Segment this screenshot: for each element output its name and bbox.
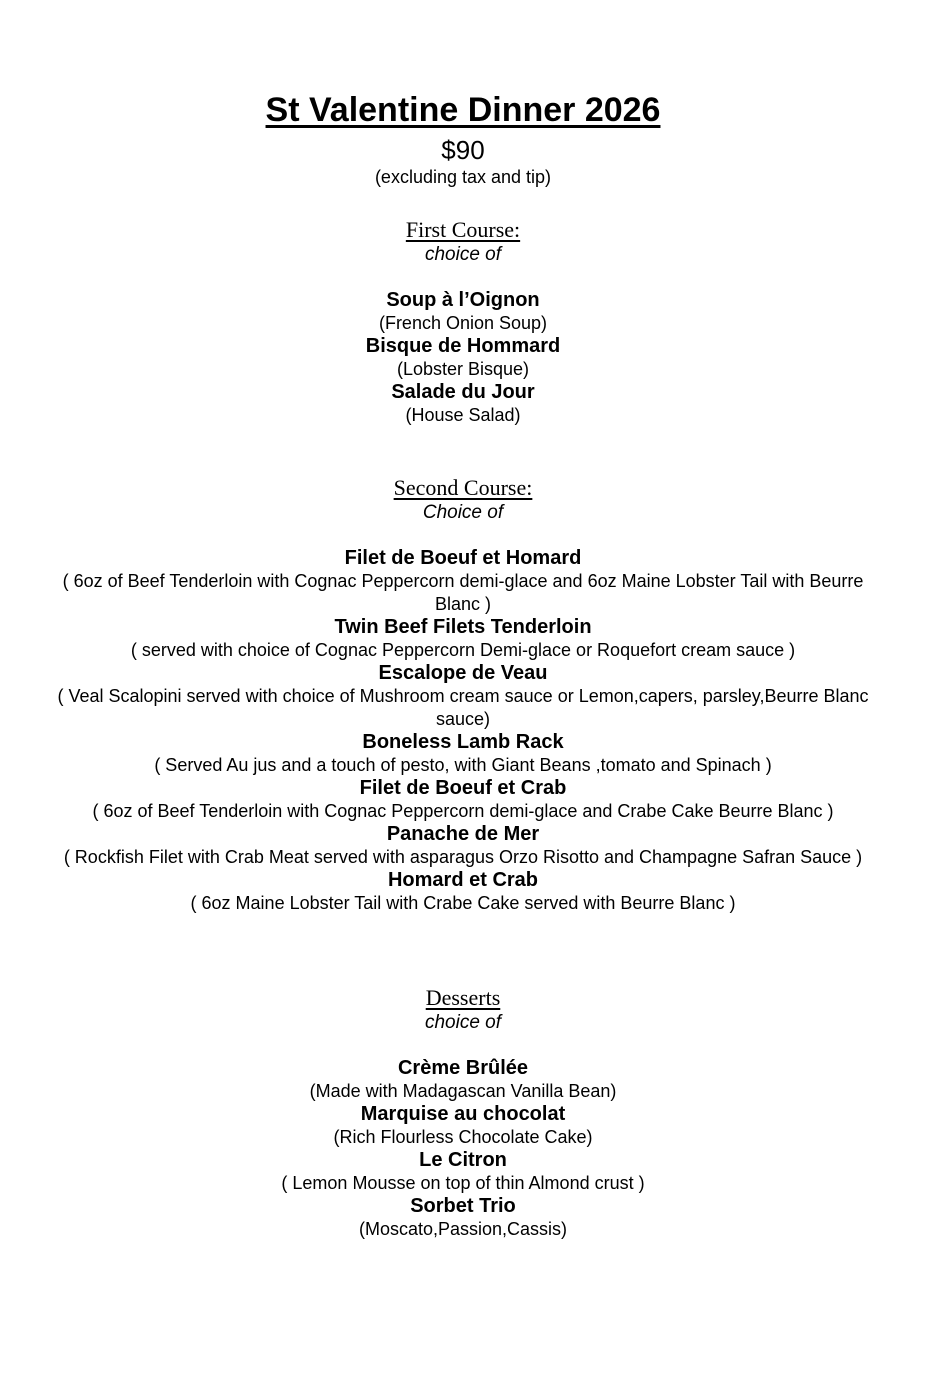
menu-item-name: Boneless Lamb Rack (362, 731, 564, 753)
menu-item (56, 335, 871, 381)
menu-item-name: Salade du Jour (391, 381, 535, 403)
course-heading: First Course: (405, 217, 521, 242)
price-note: (excluding tax and tip) (374, 167, 552, 187)
menu-item (56, 616, 871, 662)
menu-item (56, 547, 871, 616)
menu-item (56, 1195, 871, 1241)
menu-item-description: (Rich Flourless Chocolate Cake) (333, 1127, 593, 1147)
menu-item-name: Sorbet Trio (410, 1195, 516, 1217)
menu-item (56, 731, 871, 777)
menu-item-name: Filet de Boeuf et Homard (344, 547, 582, 569)
menu-sections (0, 217, 926, 1241)
menu-item-description: ( Veal Scalopini served with choice of Mushroom cream sauce or Lemon,capers, parsley,Beurre Blanc sauce) (57, 686, 869, 729)
course-subheading: choice of (424, 1012, 502, 1033)
menu-item-description: ( Served Au jus and a touch of pesto, with Giant Beans ,tomato and Spinach ) (154, 755, 772, 775)
menu-item-description: (House Salad) (405, 405, 521, 425)
course-heading: Desserts (425, 985, 501, 1010)
menu-item-description: ( 6oz Maine Lobster Tail with Crabe Cake served with Beurre Blanc ) (190, 893, 736, 913)
menu-item-name: Twin Beef Filets Tenderloin (334, 616, 592, 638)
menu-item-name: Panache de Mer (386, 823, 540, 845)
menu-item-description: ( 6oz of Beef Tenderloin with Cognac Peppercorn demi-glace and 6oz Maine Lobster Tail with Beurre Blanc ) (62, 571, 864, 614)
course-subheading: choice of (424, 244, 502, 265)
menu-item-description: (Made with Madagascan Vanilla Bean) (309, 1081, 617, 1101)
menu-section (0, 985, 926, 1241)
course-heading: Second Course: (393, 475, 533, 500)
menu-item-name: Crème Brûlée (397, 1057, 529, 1079)
menu-item-name: Homard et Crab (387, 869, 539, 891)
menu-item-description: ( Rockfish Filet with Crab Meat served with asparagus Orzo Risotto and Champagne Safran Sauce ) (63, 847, 863, 867)
menu-title: St Valentine Dinner 2026 (265, 91, 661, 129)
course-subheading: Choice of (422, 502, 504, 523)
menu-item-name: Escalope de Veau (378, 662, 548, 684)
menu-item-name: Soup à l’Oignon (386, 289, 540, 311)
menu-item (56, 869, 871, 915)
menu-item-name: Filet de Boeuf et Crab (359, 777, 567, 799)
menu-item-description: ( Lemon Mousse on top of thin Almond crust ) (281, 1173, 645, 1193)
menu-item-description: (Lobster Bisque) (396, 359, 530, 379)
menu-item-name: Le Citron (419, 1149, 507, 1171)
course-items (56, 289, 871, 427)
menu-item-description: (French Onion Soup) (378, 313, 548, 333)
menu-item (56, 823, 871, 869)
menu-item (56, 289, 871, 335)
menu-item (56, 1057, 871, 1103)
menu-item (56, 777, 871, 823)
menu-price: $90 (441, 135, 485, 165)
menu-item (56, 1103, 871, 1149)
menu-item-description: ( served with choice of Cognac Peppercorn Demi-glace or Roquefort cream sauce ) (130, 640, 796, 660)
menu-header (0, 92, 926, 189)
menu-section (0, 217, 926, 427)
menu-item-name: Marquise au chocolat (360, 1103, 566, 1125)
course-items (56, 547, 871, 915)
menu-item (56, 1149, 871, 1195)
course-items (56, 1057, 871, 1241)
menu-item-description: (Moscato,Passion,Cassis) (358, 1219, 568, 1239)
menu-item-description: ( 6oz of Beef Tenderloin with Cognac Peppercorn demi-glace and Crabe Cake Beurre Blanc ) (92, 801, 834, 821)
menu-item (56, 662, 871, 731)
menu-item (56, 381, 871, 427)
menu-item-name: Bisque de Hommard (365, 335, 561, 357)
menu-section (0, 475, 926, 915)
